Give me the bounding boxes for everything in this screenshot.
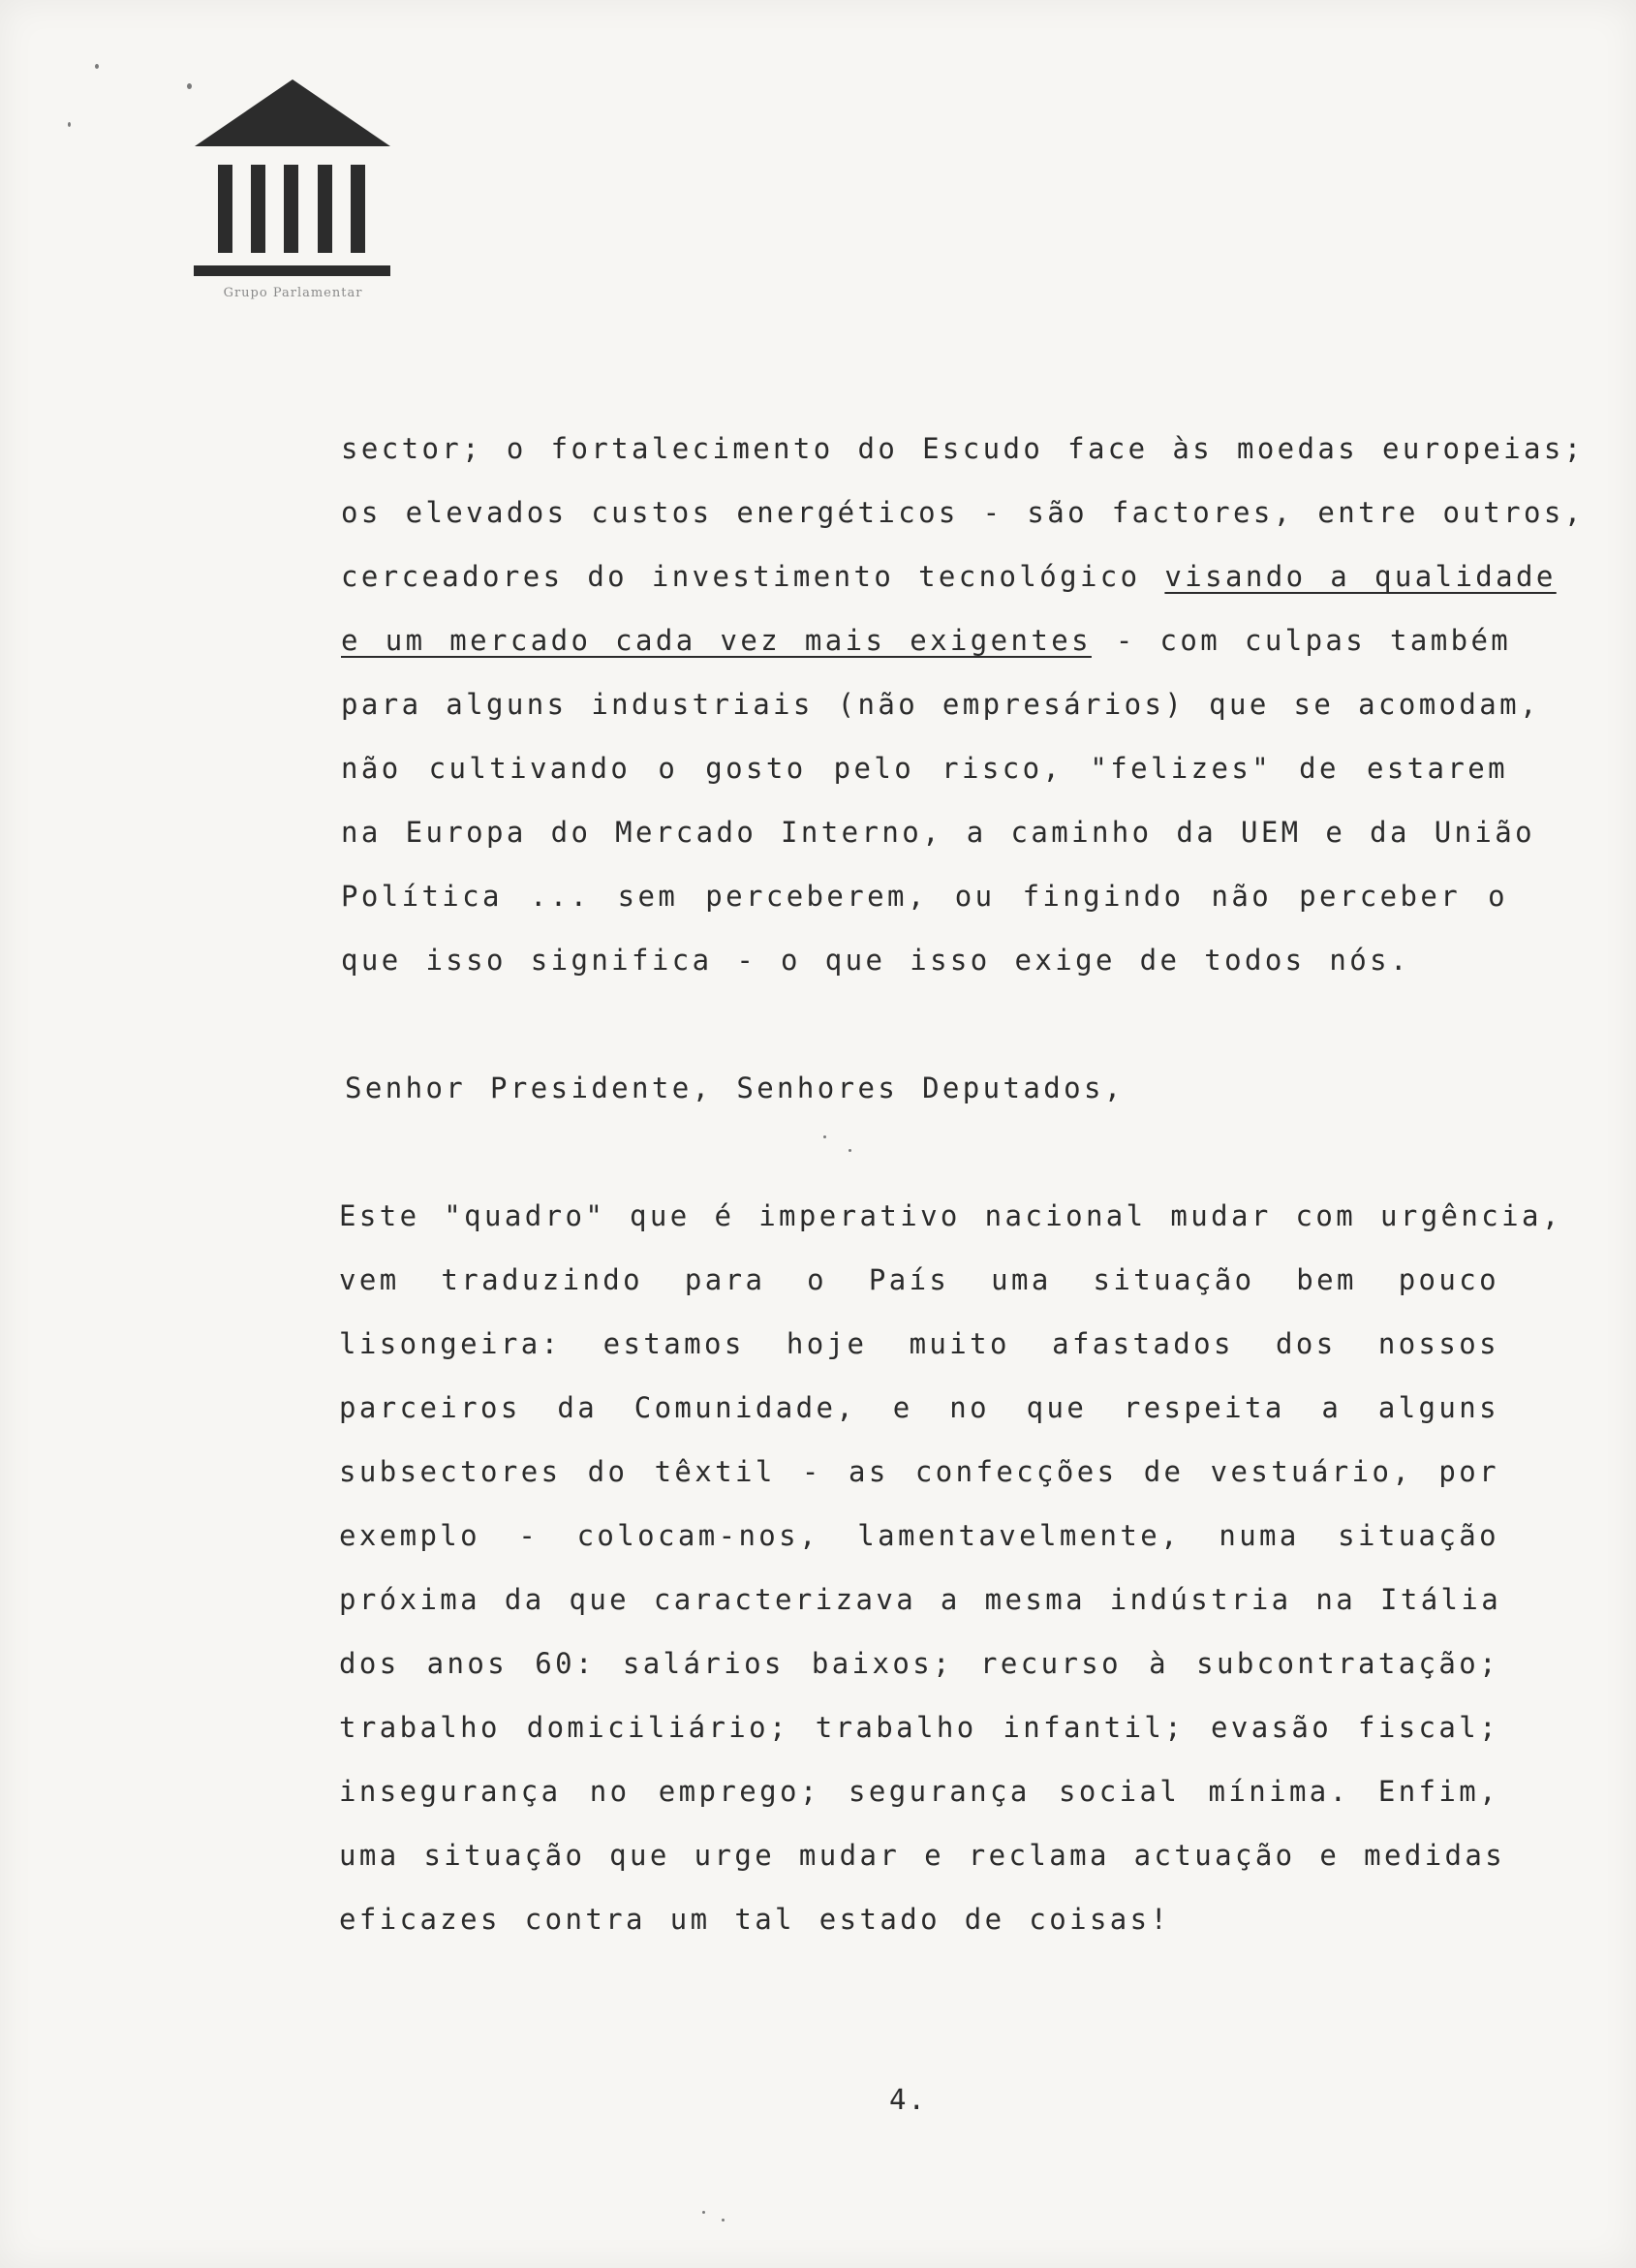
page-number: 4. [889,2083,927,2116]
paper-speck [722,2219,725,2221]
salutation: Senhor Presidente, Senhores Deputados, [345,1072,1125,1104]
text-line: uma situação que urge mudar e reclama actuação e medidas [339,1839,1506,1872]
underlined-text: visando a qualidade [1164,560,1557,593]
text-line: vem traduzindo para o País uma situação bem pouco [339,1263,1499,1296]
building-columns-icon [189,76,397,284]
paragraph-2 [339,1184,1562,1951]
text-line: subsectores do têxtil - as confecções de vestuário, por [339,1455,1499,1488]
paper-speck [68,122,71,127]
underlined-text: e um mercado cada vez mais exigentes [341,624,1092,657]
text-segment: cerceadores do investimento tecnológico [341,560,1141,593]
paper-speck [849,1149,851,1152]
text-segment: - com culpas também [1115,624,1512,657]
paper-speck [702,2211,705,2214]
paragraph-1 [341,417,1585,992]
text-line: eficazes contra um tal estado de coisas! [339,1903,1171,1936]
paper-speck [95,64,99,69]
paper-speck [823,1135,826,1138]
text-line: sector; o fortalecimento do Escudo face às moedas europeias; [341,432,1585,465]
text-line [341,544,1557,608]
text-line: dos anos 60: salários baixos; recurso à subcontratação; [339,1647,1499,1680]
logo-caption: Grupo Parlamentar [223,286,363,300]
text-line: Política ... sem perceberem, ou fingindo não perceber o [341,880,1508,913]
text-line: trabalho domiciliário; trabalho infantil; evasão fiscal; [339,1711,1499,1744]
text-line: lisongeira: estamos hoje muito afastados dos nossos [339,1327,1499,1360]
text-line: próxima da que caracterizava a mesma indústria na Itália [339,1583,1502,1616]
text-line: insegurança no emprego; segurança social mínima. Enfim, [339,1775,1499,1808]
text-line: para alguns industriais (não empresários) que se acomodam, [341,688,1540,721]
text-line: parceiros da Comunidade, e no que respeita a alguns [339,1391,1499,1424]
text-line: Este "quadro" que é imperativo nacional mudar com urgência, [339,1199,1562,1232]
text-line [341,608,1512,672]
text-line: na Europa do Mercado Interno, a caminho da UEM e da União [341,816,1535,849]
parliamentary-group-logo [189,76,397,308]
text-line: os elevados custos energéticos - são factores, entre outros, [341,496,1585,529]
text-line: não cultivando o gosto pelo risco, "felizes" de estarem [341,752,1508,785]
text-line: exemplo - colocam-nos, lamentavelmente, numa situação [339,1519,1499,1552]
text-line: que isso significa - o que isso exige de todos nós. [341,944,1410,977]
